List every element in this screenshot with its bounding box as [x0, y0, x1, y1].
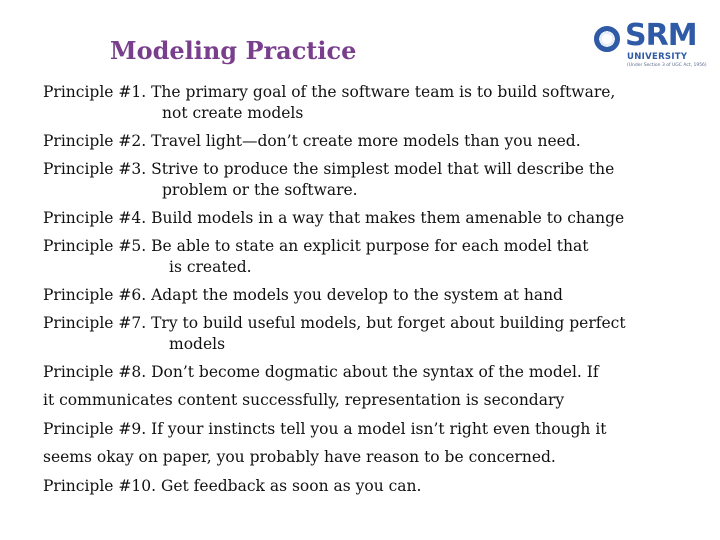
principle-8-line: Principle #8. Don’t become dogmatic about the syntax of the model. If — [43, 362, 599, 381]
principle-6-line: Principle #6. Adapt the models you develop to the system at hand — [43, 285, 563, 304]
logo-name: SRM — [625, 18, 697, 53]
principle-8-continuation: it communicates content successfully, representation is secondary — [43, 391, 565, 409]
seal-icon — [594, 26, 620, 52]
logo-tagline: (Under Section 3 of UGC Act, 1956) — [627, 63, 707, 68]
slide-title: Modeling Practice — [110, 36, 357, 65]
principle-9-line: Principle #9. If your instincts tell you a model isn’t right even though it — [43, 419, 607, 438]
principle-3-line: Principle #3. Strive to produce the simplest model that will describe the — [43, 160, 615, 178]
principle-7-line: Principle #7. Try to build useful models, but forget about building perfect — [43, 314, 626, 332]
principle-2-line: Principle #2. Travel light—don’t create more models than you need. — [43, 131, 581, 150]
principle-10-line: Principle #10. Get feedback as soon as you can. — [43, 476, 422, 495]
principle-5-line: Principle #5. Be able to state an explicit purpose for each model that — [43, 237, 589, 255]
university-logo — [594, 18, 706, 78]
principle-4-line: Principle #4. Build models in a way that makes them amenable to change — [43, 208, 625, 227]
principle-5-continuation: is created. — [169, 257, 252, 276]
principle-9-continuation: seems okay on paper, you probably have reason to be concerned. — [43, 448, 556, 466]
principle-1-continuation: not create models — [162, 103, 304, 122]
principles-list — [43, 78, 703, 500]
principle-7-continuation: models — [169, 334, 226, 353]
principle-1-line: Principle #1. The primary goal of the software team is to build software, — [43, 83, 616, 101]
logo-subtitle: UNIVERSITY — [627, 52, 688, 62]
principle-3-continuation: problem or the software. — [162, 180, 358, 199]
